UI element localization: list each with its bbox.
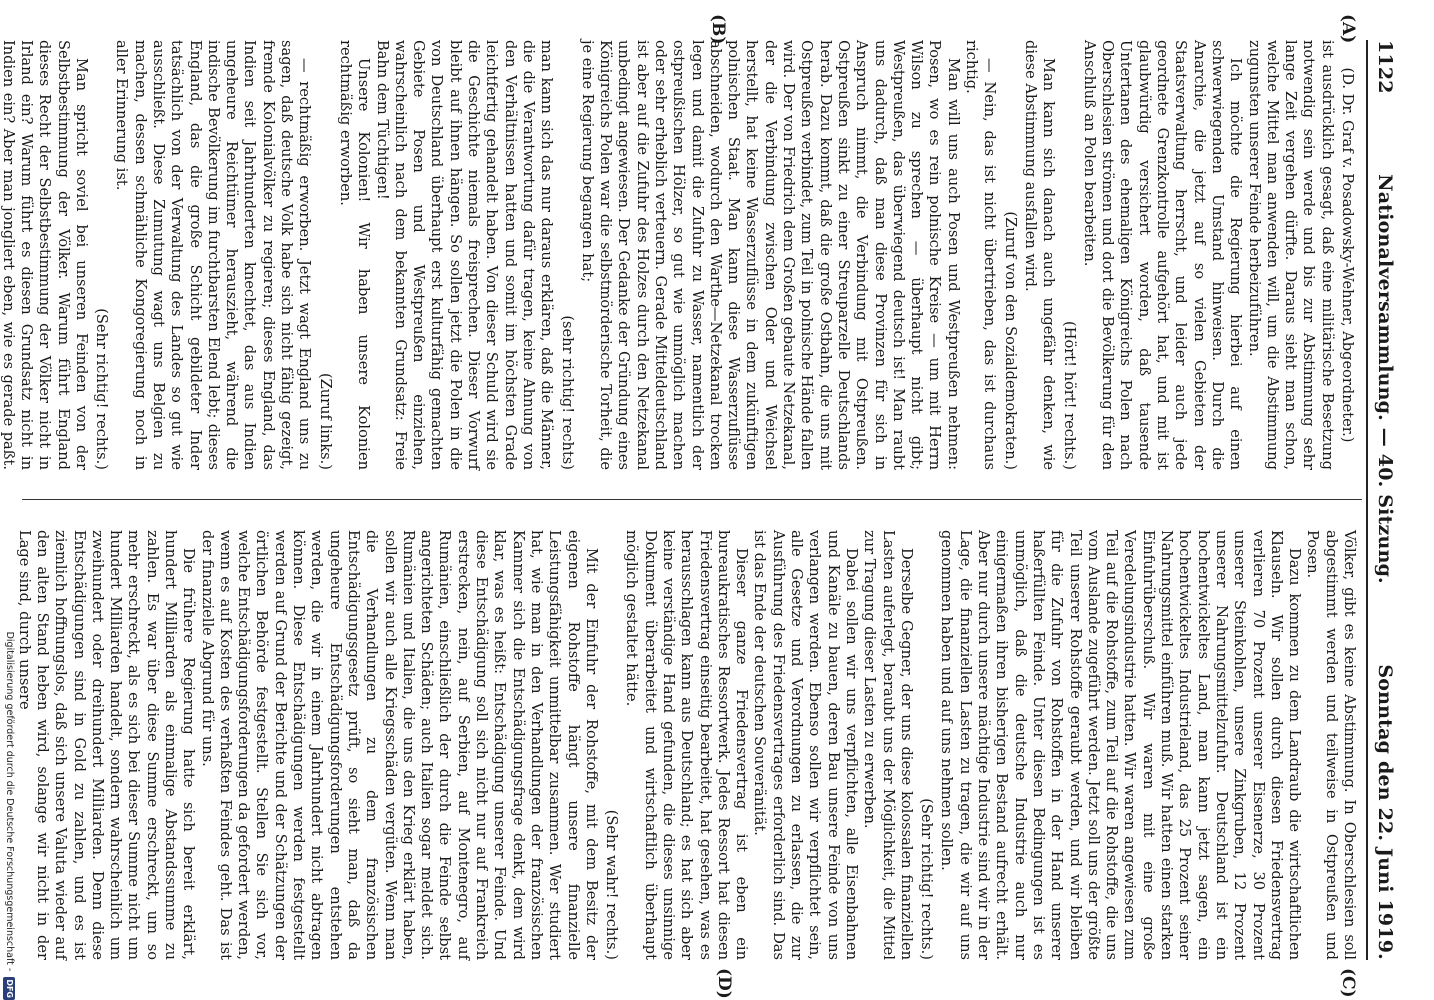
paragraph: — Nein, das ist nicht übertrieben, das ist durchaus richtig. [963,40,999,470]
credit-text: Digitalisierung gefördert durch die Deutsche Forschungsgemeinschaft - [4,631,15,972]
page-number: 1122 [1374,40,1396,94]
paragraph: — rechtmäßig erworben. Jetzt wagt England uns zu sagen, daß deutsche Volk habe sich nicht fähig gezeigt, fremde Kolonialvölker zu regieren; dieses England, das Indien seit Jahrhunderten knechtet, das aus Indien ungeheure Reichtümer herauszieht, während die indische Bevölkerung im furchtbarsten Elend lebt; dieses England, das die große Schicht gebildeter Inder tatsächlich von der Verwaltung des Landes so gut wie ausschließt. Diese Zumutung wagt uns Belgien zu machen, dessen schmähliche Kongoregierung noch in aller Erinnerung ist. [113,40,314,470]
interjection: (Zuruf links.) [316,372,334,470]
paragraph: Derselbe Gegner, der uns diese kolossalen finanziellen Lasten auferlegt, beraubt uns der Möglichkeit, die Mittel zur Tragung dieser Lasten zu erwerben. [861,530,915,960]
interjection: (sehr richtig! rechts) [558,315,576,470]
dfg-logo: DFG [5,979,14,998]
paragraph: man kann sich das nur daraus erklären, daß die Männer, die die Verantwortung dafür tragen, keine Ahnung von den Verhältnissen hatten und somit im höchsten Grade leichtfertig gehandelt haben. Von dieser Schuld wird sie die Geschichte niemals freisprechen. Dieser Vorwurf bleibt auf ihnen hängen. So sollen jetzt die Polen in die von Deutschland überhaupt erst kulturfähig gemachten Gebiete Posen und Westpreußen einziehen, wahrscheinlich nach dem bekannten Grundsatz: Freie Bahn dem Tüchtigen! [373,40,556,470]
header-date: Sonntag den 22. Juni 1919. [1374,664,1396,960]
margin-marker-a: (A) [1338,14,1358,44]
paragraph: Mit der Einfuhr der Rohstoffe, mit dem Besitz der eigenen Rohstoffe hängt unsere finanzielle Leistungsfähigkeit unmittelbar zusammen. Wer studiert hat, wie man in den Verhandlungen der französischen Kammer sich die Entschädigungsfrage denkt, dem wird klar, was es heißt: Entschädigung unserer Feinde. Und diese Entschädigung soll sich nicht nur auf Frankreich erstrecken, nein, auf Serbien, auf Montenegro, auf Rumänien, einschließlich der durch die Feinde selbst angerichteten Schäden; auch Italien sogar meldet sich. Rumänien und Italien, die uns den Krieg erklärt haben, sollen wir auch alle Kriegsschäden vergüten. Wenn man die Verhandlungen zu dem französischen Entschädigungsgesetz prüft, so sieht man, daß da ungeheure Entschädigungsforderungen entstehen werden, die wir in einem Jahrhundert nicht abtragen können. Diese Entschädigungen werden festgestellt werden auf Grund der Berichte und der Schätzungen der örtlichen Behörde festgestellt. Stellen Sie sich vor, welche Entschädigungsforderungen da gefordert werden, wenn es auf Kosten des verhaßten Feindes geht. Das ist der finanzielle Abgrund für uns. [198,530,600,960]
paragraph: Man kann sich danach auch ungefähr denken, wie diese Abstimmung ausfallen wird. [1021,40,1058,470]
paragraph: Man will uns auch Posen und Westpreußen nehmen: Posen, wo es rein polnische Kreise — um mit Herrn Wilson zu sprechen — überhaupt nicht gibt; Westpreußen, das überwiegend deutsch ist! Man raubt uns dadurch, daß man diese Provinzen für sich in Anspruch nimmt, die Verbindung mit Ostpreußen. Ostpreußen sinkt zu einer Streuparzelle Deutschlands herab. Dazu kommt, daß die große Ostbahn, die uns mit Ostpreußen verbindet, zum Teil in polnische Hände fallen wird. Der von Friedrich dem Großen gebaute Netzekanal, der die Verbindung zwischen Oder und Weichsel herstellt, hat keine Wasserzuflüsse in dem zukünftigen polnischen Staat. Man kann diese Wasserzuflüsse abschneiden, wodurch den Warthe—Netzekanal trocken legen und damit die Zufuhr zu Wasser, namentlich der ostpreußischen Hölzer, so gut wie unmöglich machen oder sehr erheblich verteuern. Gerade Mitteldeutschland ist aber auf die Zufuhr des Holzes durch den Netzekanal unbedingt angewiesen. Der Gedanke der Gründung eines Königreichs Polen war die selbstmörderische Torheit, die je eine Regierung begangen hat; [578,40,962,470]
interjection: (Zuruf von den Sozialdemokraten.) [1001,211,1019,470]
header-title: Nationalversammlung. — 40. Sitzung. [1374,174,1396,584]
paragraph: ist ausdrücklich gesagt, daß eine militärische Besetzung notwendig sein werde und bis zur Abstimmung sehr lange Zeit vergehen dürfte. Daraus sieht man schon, welche Mittel man anwenden will, um die Abstimmung zugunsten unserer Feinde herbeizuführen. [1245,40,1336,470]
right-column [15,530,1358,960]
speaker-line: (D. Dr. Graf v. Posadowsky-Wehner, Abgeordneter.) [1339,67,1356,443]
interjection: (Sehr richtig! rechts.) [918,798,936,960]
left-column [0,40,1358,470]
header-rule [1366,40,1368,960]
margin-marker-d: (D) [714,968,734,999]
page-header [1374,40,1396,960]
paragraph: Dieser ganze Friedensvertrag ist eben ein bureaukratisches Ressortwerk. Jedes Ressort hat diesen Friedensvertrag einseitig bearbeitet, hat gesehen, was es herausschlagen kann aus Deutschland; es hat sich aber keine verständige Hand gefunden, die dieses unsinnige Dokument überarbeitet und wirtschaftlich überhaupt möglich gestaltet hätte. [623,530,751,960]
paragraph: Unsere Kolonien! Wir haben unsere Kolonien rechtmäßig erworben. [336,40,373,470]
paragraph: Man spricht soviel bei unseren Feinden von der Selbstbestimmung der Völker. Warum führt England dieses Recht der Selbstbestimmung der Völker nicht in Irland ein? Warum führt es diesen Grundsatz nicht in Indien ein? Aber man jongliert eben, wie es gerade paßt. [0,40,90,470]
margin-marker-b: (B) [708,14,728,45]
interjection: (Sehr richtig! rechts.) [93,308,111,470]
interjection: (Sehr wahr! rechts.) [603,809,621,960]
interjection: (Hört! hört! rechts.) [1060,321,1078,470]
paragraph: Die frühere Regierung hatte sich bereit erklärt, hundert Milliarden als einmalige Abstandssumme zu zahlen. Es war über diese Summe erschreckt, um so mehr erschreckt, als es sich bei dieser Summe nicht um hundert Milliarden handelt, sondern wahrscheinlich um zweihundert oder dreihundert Milliarden. Denn diese Entschädigungen sind in Gold zu zahlen, und es ist ziemlich hoffnungslos, daß sich unsere Valuta wieder auf den alten Stand heben wird, solange wir nicht in der Lage sind, durch unsere [15,530,198,960]
paragraph: Völker, gibt es keine Abstimmung. In Oberschlesien soll abgestimmt werden und teilweise in Ostpreußen und Posen. [1304,530,1358,960]
paragraph: Ich möchte die Regierung hierbei auf einen schwerwiegenden Umstand hinweisen. Durch die Anarchie, die jetzt auf so vielen Gebieten der Staatsverwaltung herrscht, und leider auch jede geordnete Grenzkontrolle aufgehört hat, und mit ist glaubwürdig versichert worden, daß tausende Untertanen des ehemaligen Königreichs Polen nach Oberschlesien strömen und dort die Bevölkerung für den Anschluß an Polen bearbeiten. [1080,40,1245,470]
paragraph: Dabei sollen wir uns verpflichten, alle Eisenbahnen und Kanäle zu bauen, deren Bau unsere Feinde von uns verlangen werden. Ebenso sollen wir verpflichtet sein, alle Gesetze und Verordnungen zu erlassen, die zur Ausführung des Friedensvertrages erforderlich sind. Das ist das Ende der deutschen Souveränität. [751,530,860,960]
column-divider [22,499,1362,500]
paragraph: Dazu kommen zu dem Landraub die wirtschaftlichen Klauseln. Wir sollen durch diesen Friedensvertrag verlieren 70 Prozent unserer Eisenerze, 30 Prozent unserer Steinkohlen, unsere Zinkgruben, 12 Prozent unserer Nahrungsmittelzufuhr. Deutschland ist ein hochentwickeltes Land, man kann jetzt sagen, ein hochentwickeltes Industrieland, das 25 Prozent seiner Nahrungsmittel einführen muß. Wir hatten einen starken Einfuhrüberschuß. Wir waren mit eine große Veredelungsindustrie hatten. Wir waren angewiesen zum Teil auf die Rohstoffe, zum Teil auf die Rohstoffe, die uns vom Auslande zugeführt werden. Jetzt soll uns der größte Teil unserer Rohstoffe geraubt werden, und wir bleiben für die Zufuhr von Rohstoffen in der Hand unserer haßerfüllten Feinde. Unter diesen Bedingungen ist es unmöglich, daß die deutsche Industrie auch nur einigermaßen ihren bisherigen Bestand aufrecht erhält. Aber nur durch unsere mächtige Industrie sind wir in der Lage, die finanziellen Lasten zu tragen, die wir auf uns genommen haben und auf uns nehmen sollen. [938,530,1304,960]
margin-marker-c: (C) [1338,968,1358,998]
digitization-credit [3,0,15,1000]
